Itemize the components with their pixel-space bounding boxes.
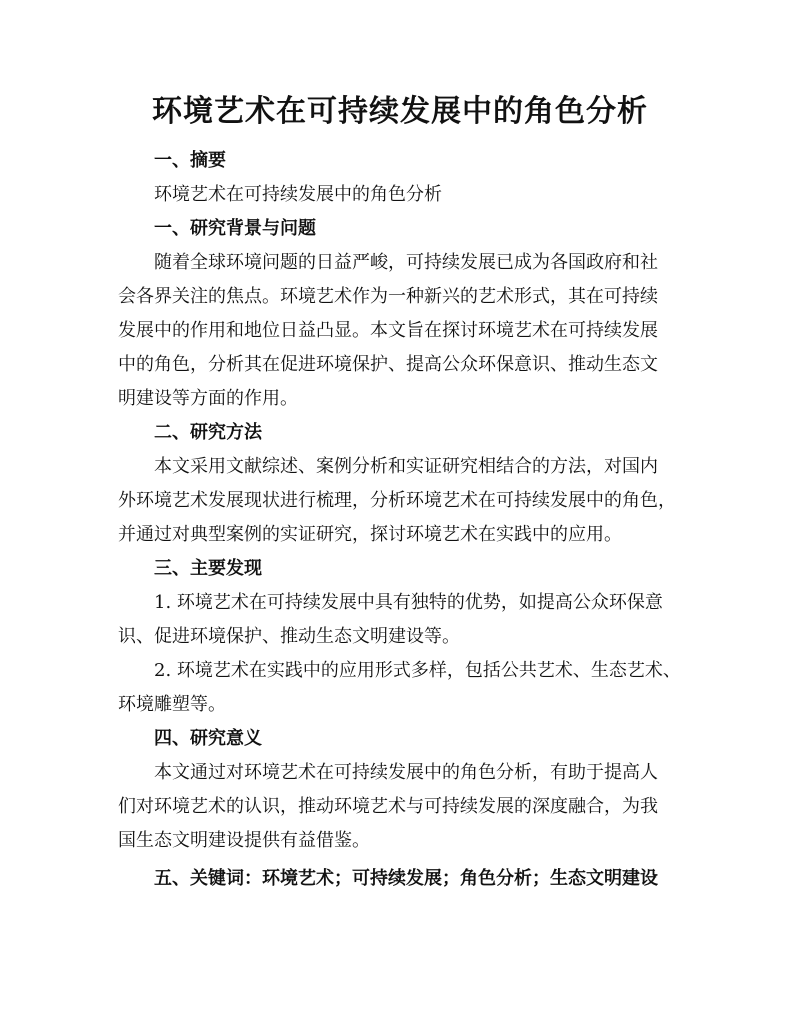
keywords-line: 五、关键词：环境艺术；可持续发展；角色分析；生态文明建设 <box>154 868 658 889</box>
paragraph-line: 随着全球环境问题的日益严峻，可持续发展已成为各国政府和社 <box>154 252 658 273</box>
section-heading-abstract: 一、摘要 <box>154 150 226 171</box>
paragraph-line: 本文通过对环境艺术在可持续发展中的角色分析，有助于提高人 <box>154 762 658 783</box>
section-heading-methods: 二、研究方法 <box>154 422 262 443</box>
paragraph-line: 本文采用文献综述、案例分析和实证研究相结合的方法，对国内 <box>154 456 658 477</box>
section-heading-background: 一、研究背景与问题 <box>154 218 316 239</box>
paragraph-line: 明建设等方面的作用。 <box>118 388 298 409</box>
paragraph-line: 国生态文明建设提供有益借鉴。 <box>118 830 370 851</box>
paragraph-line: 环境雕塑等。 <box>118 694 226 715</box>
section-heading-significance: 四、研究意义 <box>154 728 262 749</box>
paragraph-line: 们对环境艺术的认识，推动环境艺术与可持续发展的深度融合，为我 <box>118 796 658 817</box>
paragraph-line: 并通过对典型案例的实证研究，探讨环境艺术在实践中的应用。 <box>118 524 622 545</box>
finding-item-1: 1. 环境艺术在可持续发展中具有独特的优势，如提高公众环保意 <box>154 592 663 613</box>
paragraph-line: 会各界关注的焦点。环境艺术作为一种新兴的艺术形式，其在可持续 <box>118 286 658 307</box>
document-body <box>118 144 693 896</box>
section-heading-findings: 三、主要发现 <box>154 558 262 579</box>
paragraph-line: 外环境艺术发展现状进行梳理，分析环境艺术在可持续发展中的角色， <box>118 490 676 511</box>
paragraph-line: 识、促进环境保护、推动生态文明建设等。 <box>118 626 460 647</box>
document-title: 环境艺术在可持续发展中的角色分析 <box>152 94 648 129</box>
paragraph-line: 中的角色，分析其在促进环境保护、提高公众环保意识、推动生态文 <box>118 354 658 375</box>
paragraph-line: 发展中的作用和地位日益凸显。本文旨在探讨环境艺术在可持续发展 <box>118 320 658 341</box>
abstract-line: 环境艺术在可持续发展中的角色分析 <box>154 184 442 205</box>
finding-item-2: 2. 环境艺术在实践中的应用形式多样，包括公共艺术、生态艺术、 <box>154 660 681 681</box>
